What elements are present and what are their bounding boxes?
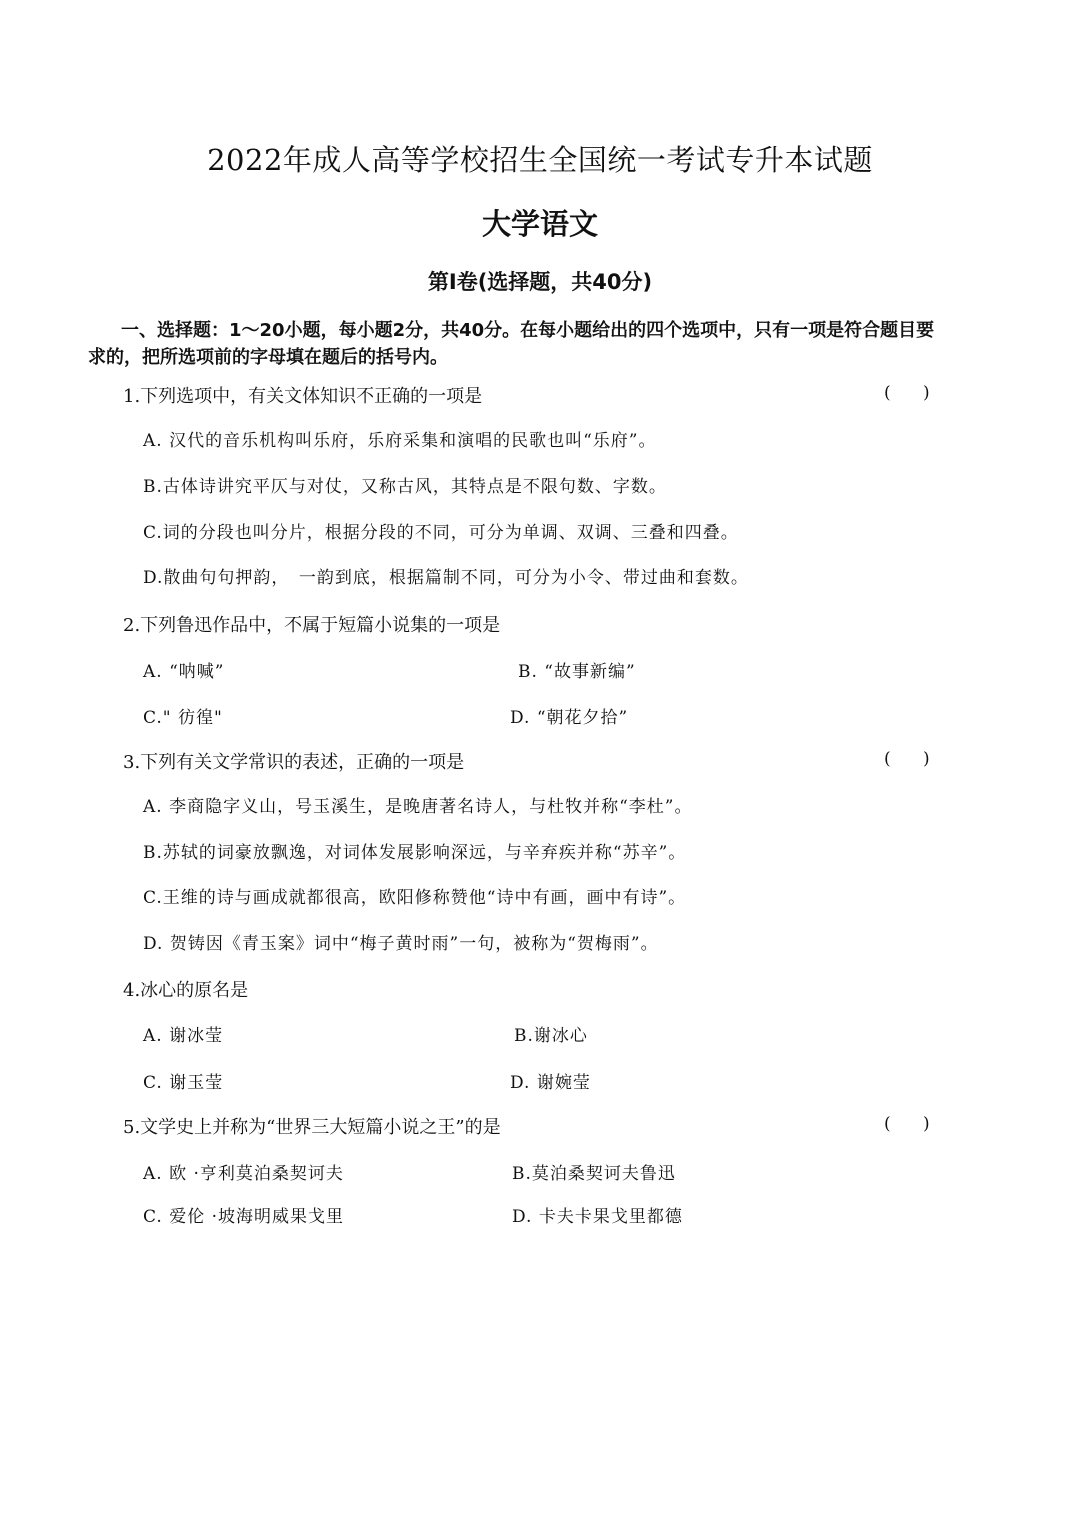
question-4-stem: 4.冰心的原名是 [123,980,249,1001]
question-3-option-d: D. 贺铸因《青玉案》词中“梅子黄时雨”一句，被称为“贺梅雨”。 [143,934,659,954]
question-3-option-b: B.苏轼的词豪放飘逸，对词体发展影响深远，与辛弃疾并称“苏辛”。 [143,843,687,863]
question-4-option-c: C. 谢玉莹 [143,1073,224,1093]
question-3-stem: 3.下列有关文学常识的表述，正确的一项是 [123,752,465,773]
section-instruction: 一、选择题：1～20小题，每小题2分，共40分。在每小题给出的四个选项中，只有一项是符合题目要求的，把所选项前的字母填在题后的括号内。 [88,320,935,368]
question-5-answer-paren: ( ) [884,1114,930,1134]
question-2-option-d: D. “朝花夕拾” [510,708,629,728]
question-1-option-c: C.词的分段也叫分片，根据分段的不同，可分为单调、双调、三叠和四叠。 [143,523,739,543]
question-2-option-c: C." 彷徨" [143,708,223,728]
question-1-option-d: D.散曲句句押韵， 一韵到底，根据篇制不同，可分为小令、带过曲和套数。 [143,568,749,588]
question-3-option-a: A. 李商隐字义山，号玉溪生，是晚唐著名诗人，与杜牧并称“李杜”。 [143,797,693,817]
question-5-option-d: D. 卡夫卡果戈里都德 [512,1207,683,1227]
question-5-stem: 5.文学史上并称为“世界三大短篇小说之王”的是 [123,1117,501,1138]
question-3-answer-paren: ( ) [884,749,930,769]
question-5-option-c: C. 爱伦 ·坡海明威果戈里 [143,1207,345,1227]
subject-title: 大学语文 [481,207,598,241]
question-5-option-a: A. 欧 ·亨利莫泊桑契诃夫 [143,1164,344,1184]
volume-heading: 第Ⅰ卷(选择题，共40分) [427,270,653,294]
question-1-option-a: A. 汉代的音乐机构叫乐府，乐府采集和演唱的民歌也叫“乐府”。 [143,431,657,451]
question-4-option-b: B.谢冰心 [514,1026,588,1046]
question-2-stem: 2.下列鲁迅作品中，不属于短篇小说集的一项是 [123,615,501,636]
question-2-option-a: A. “呐喊” [143,662,225,682]
question-5-option-b: B.莫泊桑契诃夫鲁迅 [512,1164,676,1184]
question-1-answer-paren: ( ) [884,383,930,403]
question-2-option-b: B. “故事新编” [518,662,636,682]
question-4-option-d: D. 谢婉莹 [510,1073,591,1093]
question-1-option-b: B.古体诗讲究平仄与对仗，又称古风，其特点是不限句数、字数。 [143,477,667,497]
question-1-stem: 1.下列选项中，有关文体知识不正确的一项是 [123,386,483,407]
question-3-option-c: C.王维的诗与画成就都很高，欧阳修称赞他“诗中有画，画中有诗”。 [143,888,687,908]
question-4-option-a: A. 谢冰莹 [143,1026,224,1046]
exam-title: 2022年成人高等学校招生全国统一考试专升本试题 [207,143,873,177]
